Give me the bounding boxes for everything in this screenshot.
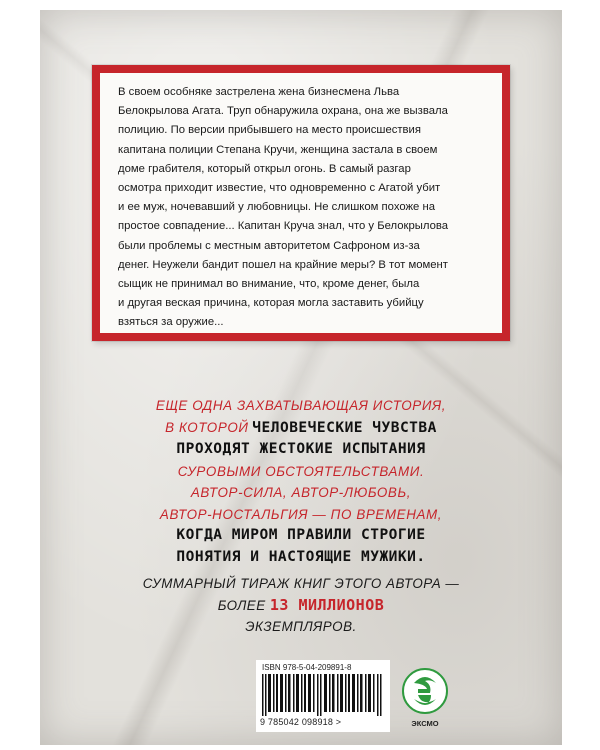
synopsis-line: осмотра приходит известие, что одновременно с Агатой убит	[118, 182, 441, 195]
synopsis-line: денег. Неужели бандит пошел на крайние меры? В тот момент	[118, 258, 448, 271]
eksmo-logo-icon	[400, 665, 450, 719]
synopsis-line: сыщик не принимал во внимание, что, кроме денег, была	[118, 278, 420, 291]
circulation-note	[40, 573, 562, 638]
barcode-icon	[262, 674, 384, 716]
publisher-name: ЭКСМО	[411, 719, 439, 728]
synopsis-text	[118, 83, 484, 333]
tagline	[40, 395, 562, 568]
synopsis-line: и ее муж, ночевавший у любовницы. Не слишком похоже на	[118, 201, 436, 214]
synopsis-line: взяться за оружие...	[118, 316, 224, 329]
tagline-line-7: КОГДА МИРОМ ПРАВИЛИ СТРОГИЕ	[176, 527, 426, 543]
tagline-line-2	[40, 417, 562, 440]
synopsis-line: Белокрылова Агата. Труп обнаружила охрана, она же вызвала	[118, 105, 448, 118]
barcode-digits: 9 785042 098918 >	[260, 717, 342, 727]
back-cover	[40, 10, 562, 745]
tagline-line-5: АВТОР-СИЛА, АВТОР-ЛЮБОВЬ,	[190, 485, 412, 500]
tagline-line-4: СУРОВЫМИ ОБСТОЯТЕЛЬСТВАМИ.	[177, 463, 425, 479]
tagline-line-8: ПОНЯТИЯ И НАСТОЯЩИЕ МУЖИКИ.	[176, 548, 426, 565]
synopsis-line: доме грабителя, который открыл огонь. В самый разгар	[118, 162, 411, 175]
synopsis-frame	[92, 65, 510, 341]
synopsis-line: и другая веская причина, которая могла заставить убийцу	[118, 297, 424, 310]
publisher-logo	[400, 665, 450, 729]
circulation-line-2	[40, 595, 562, 617]
isbn-barcode	[256, 660, 390, 732]
tagline-line-2-emphasis: ЧЕЛОВЕЧЕСКИЕ ЧУВСТВА	[252, 419, 437, 436]
synopsis-line: В своем особняке застрелена жена бизнесмена Льва	[118, 86, 400, 98]
tagline-line-6: АВТОР-НОСТАЛЬГИЯ — ПО ВРЕМЕНАМ,	[159, 506, 443, 522]
isbn-number: ISBN 978-5-04-209891-8	[262, 663, 352, 672]
synopsis-line: были проблемы с местным авторитетом Сафроном из-за	[118, 239, 420, 252]
circulation-count: 13 МИЛЛИОНОВ	[269, 595, 385, 614]
synopsis-line: простое совпадение... Капитан Круча знал, что у Белокрылова	[118, 220, 449, 233]
circulation-line-1: СУММАРНЫЙ ТИРАЖ КНИГ ЭТОГО АВТОРА —	[142, 576, 460, 591]
synopsis-line: полицию. По версии прибывшего на место происшествия	[118, 124, 421, 137]
tagline-line-2-prefix: В КОТОРОЙ	[165, 419, 249, 435]
tagline-line-3: ПРОХОДЯТ ЖЕСТОКИЕ ИСПЫТАНИЯ	[176, 441, 426, 457]
synopsis-line: капитана полиции Степана Кручи, женщина застала в своем	[118, 143, 438, 156]
circulation-line-3: ЭКЗЕМПЛЯРОВ.	[245, 619, 357, 634]
tagline-line-1: ЕЩЕ ОДНА ЗАХВАТЫВАЮЩАЯ ИСТОРИЯ,	[155, 398, 447, 413]
circulation-prefix: БОЛЕЕ	[217, 597, 266, 613]
